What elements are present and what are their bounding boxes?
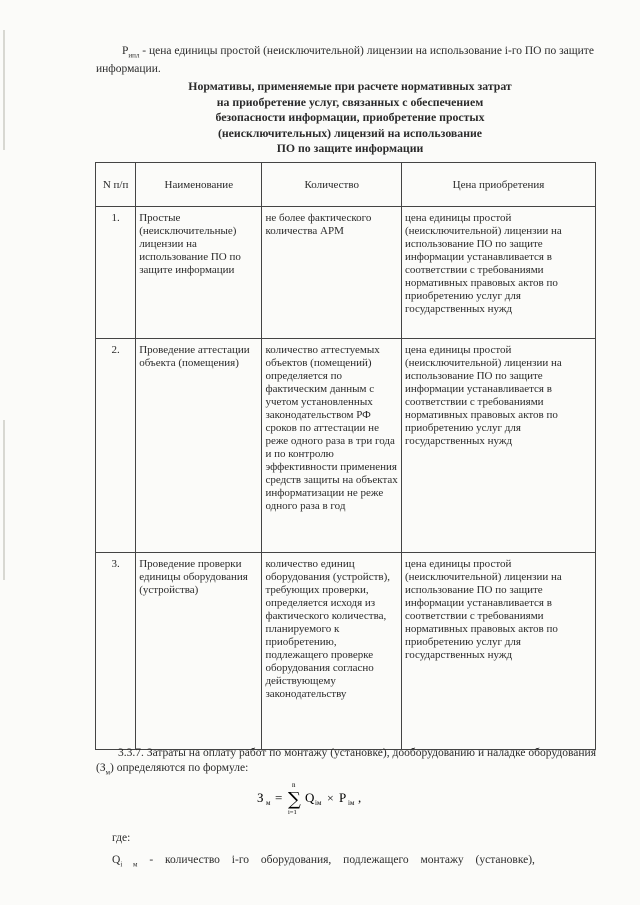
- definition-paragraph: $Q_{i м}$ - количество i-го оборудования, подлежащего монтажу (установке),: [112, 854, 535, 869]
- row-number: 3.: [96, 553, 136, 750]
- formula-sum-lower: i=1: [288, 809, 297, 816]
- row-price: цена единицы простой (неисключительной) лицензии на использование ПО по защите информации устанавливается в соответствии с требованиями нормативных правовых актов по приобретению услуг для государственных нужд: [401, 207, 595, 339]
- row-price: цена единицы простой (неисключительной) лицензии на использование ПО по защите информации устанавливается в соответствии с требованиями нормативных правовых актов по приобретению услуг для государственных нужд: [401, 553, 595, 750]
- heading-line: на приобретение услуг, связанных с обеспечением: [216, 94, 484, 109]
- norms-table: [95, 162, 596, 750]
- row-quantity: количество единиц оборудования (устройств), требующих проверки, определяется исходя из фактического количества, планируемого к приобретению, подлежащего проверке оборудования согласно действующему законодательству: [262, 553, 402, 750]
- row-number: 2.: [96, 339, 136, 553]
- formula-times: ×: [327, 791, 334, 805]
- sigma-icon: ∑: [288, 789, 301, 810]
- formula-term-quantity-subscript: iм: [315, 799, 322, 807]
- formula-lhs: З: [257, 790, 264, 805]
- heading-line: (неисключительных) лицензий на использование: [217, 125, 483, 140]
- heading-line: ПО по защите информации: [276, 141, 424, 155]
- row-name: Проведение аттестации объекта (помещения): [136, 339, 262, 553]
- where-label: где:: [112, 832, 131, 844]
- section-paragraph: 3.3.7. Затраты на оплату работ по монтажу (установке), дооборудованию и наладке оборудования $(З_м)$ определяются по формуле:: [96, 747, 596, 777]
- header-quantity: Количество: [262, 163, 402, 207]
- formula-term-price: P: [339, 790, 347, 805]
- formula-equals: =: [275, 790, 283, 805]
- row-quantity: количество аттестуемых объектов (помещений) определяется по фактическим данным с учетом установленных законодательством РФ сроков по аттестации не реже одного раза в три года и по контролю эффективности применения средств защиты на объектах информатизации не реже одного раза в год: [262, 339, 402, 553]
- row-name: Простые (неисключительные) лицензии на использование ПО по защите информации: [136, 207, 262, 339]
- header-name: Наименование: [136, 163, 262, 207]
- formula-term-price-subscript: iм: [348, 799, 355, 807]
- table-heading: [150, 79, 550, 157]
- table-row: [96, 207, 596, 339]
- heading-line: безопасности информации, приобретение простых: [215, 110, 485, 124]
- table-row: [96, 339, 596, 553]
- intro-text: - цена единицы простой (неисключительной) лицензии на использование i-го ПО по защите информации.: [96, 45, 594, 76]
- formula-sum-upper: n: [292, 781, 296, 789]
- formula-comma: ,: [358, 790, 362, 805]
- row-name: Проведение проверки единицы оборудования (устройства): [136, 553, 262, 750]
- formula-term-quantity: Q: [305, 790, 315, 805]
- row-number: 1.: [96, 207, 136, 339]
- row-quantity: не более фактического количества АРМ: [262, 207, 402, 339]
- formula-lhs-subscript: м: [266, 799, 271, 807]
- heading-line: Нормативы, применяемые при расчете нормативных затрат: [188, 79, 512, 93]
- price-symbol: P: [122, 45, 129, 57]
- scan-margin-artifact: [3, 420, 5, 580]
- intro-paragraph: [96, 44, 596, 76]
- scan-margin-artifact: [3, 30, 5, 150]
- price-symbol-subscript: ипл: [128, 51, 140, 60]
- table-header-row: [96, 163, 596, 207]
- table-row: [96, 553, 596, 750]
- installation-cost-formula: [255, 780, 395, 816]
- header-price: Цена приобретения: [401, 163, 595, 207]
- header-number: N п/п: [96, 163, 136, 207]
- row-price: цена единицы простой (неисключительной) лицензии на использование ПО по защите информации устанавливается в соответствии с требованиями нормативных правовых актов по приобретению услуг для государственных нужд: [401, 339, 595, 553]
